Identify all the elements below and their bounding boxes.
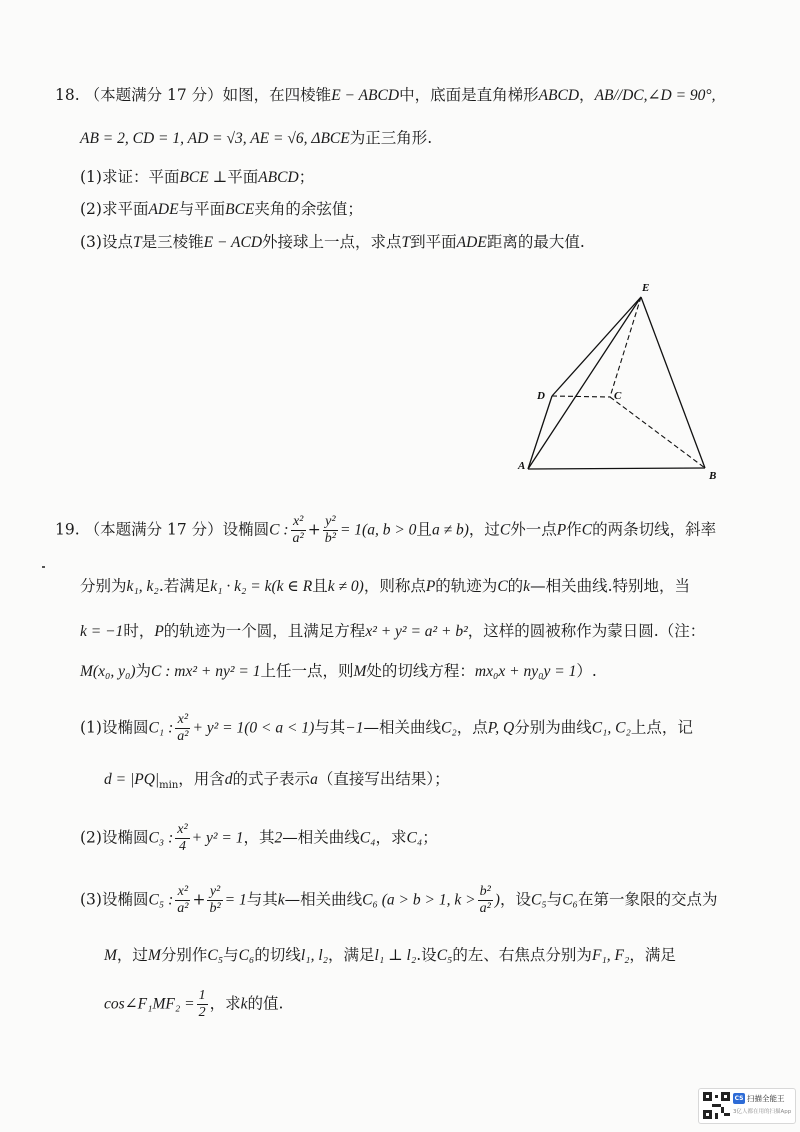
q19-p2-text: (2)设椭圆	[80, 828, 149, 847]
fraction-num: b²	[479, 884, 491, 899]
fraction-num: x²	[175, 712, 190, 729]
q19-p3-eq: C₆ (a > b > 1, k >	[362, 891, 476, 909]
q19-var: k	[523, 578, 531, 595]
q19-eq: mx₀x + ny₀y = 1	[474, 663, 577, 680]
fraction-den: a²	[292, 531, 304, 546]
q19-var: C	[499, 521, 511, 539]
q19-p2-var: C₃ :	[148, 829, 174, 847]
q19-eq: M(x₀, y₀)	[80, 663, 136, 680]
q19-text: 外一点	[510, 520, 557, 539]
fraction-num: y²	[207, 884, 222, 901]
q19-p2-text: ，求	[375, 828, 407, 847]
q19-p3-var: C₅ :	[148, 891, 174, 909]
fraction-den: b²	[209, 901, 221, 916]
edge-EB	[641, 297, 705, 468]
badge-app-name: 扫描全能王	[747, 1094, 785, 1103]
q19-text: 上任一点，则	[260, 662, 354, 680]
q19-p3-text: 与其	[246, 890, 278, 909]
q19-part-1	[80, 712, 693, 745]
fraction	[175, 884, 190, 917]
q19-p3-text: 的左、右焦点分别为	[452, 946, 592, 964]
fraction-num: x²	[291, 514, 306, 531]
q19-line-4	[80, 662, 597, 682]
q19-p3-var: C₅	[207, 947, 224, 964]
q18-p3-text: 外接球上一点，求点	[262, 233, 402, 251]
q18-p3-text: 是三棱锥	[141, 233, 204, 251]
q18-p2-text: (2)求平面	[80, 200, 149, 218]
q19-p3-text: ，过	[116, 946, 148, 964]
q19-eq: k ≠ 0)	[327, 578, 364, 595]
q19-p1-text: (1)设椭圆	[80, 718, 149, 737]
q19-p3-text: 的值.	[247, 994, 284, 1013]
fraction	[175, 712, 190, 745]
q19-p1-text: 上点，记	[630, 718, 693, 737]
q19-line-3	[80, 622, 705, 642]
q18-pyramid-name: E − ABCD	[331, 87, 400, 104]
q18-p2-text: 与平面	[178, 200, 226, 218]
fraction	[197, 988, 208, 1021]
label-A: A	[518, 460, 526, 472]
q19-text: ，这样的圆被称作为蒙日圆.（注：	[467, 622, 706, 640]
q19-p3-var: M	[104, 947, 117, 964]
label-E: E	[642, 282, 650, 294]
label-B: B	[709, 470, 717, 482]
q19-text: 的轨迹为	[435, 577, 498, 595]
q19-p3-text: ，求	[209, 994, 241, 1013]
q19-p3-text: 的切线	[254, 946, 301, 964]
fraction-den: a²	[479, 901, 491, 916]
fraction-den: b²	[324, 531, 336, 546]
q19-var: C	[581, 521, 593, 539]
q18-number: 18.	[55, 86, 80, 104]
q19-text: —相关曲线.特别地，当	[530, 577, 690, 595]
q18-p3-point: T	[401, 234, 411, 251]
q19-p1-var: C₁ :	[148, 719, 174, 737]
q19-p3-text: ，满足	[629, 946, 676, 964]
q19-var: C	[497, 578, 508, 595]
fraction	[478, 884, 493, 917]
edge-EC	[610, 297, 641, 397]
q19-p2-eq: + y² = 1	[191, 829, 244, 847]
q18-line-1	[55, 86, 715, 106]
q18-p1-plane: BCE ⊥	[179, 169, 228, 186]
q18-p3-text: (3)设点	[80, 233, 133, 251]
q19-p1-sub: min	[159, 780, 179, 792]
fraction	[175, 822, 189, 855]
q19-p1-eq: d = |PQ|	[104, 771, 160, 788]
q19-p3-eq: )	[494, 891, 500, 909]
q19-header: （本题满分 17 分）设椭圆	[84, 520, 270, 539]
q19-p1-var: C₂	[441, 719, 457, 737]
q19-text: 作	[566, 520, 582, 539]
q19-eq: x² + y² = a² + b²	[365, 623, 468, 640]
q18-base-name: ABCD	[538, 87, 580, 104]
q19-p3-var: C₅	[436, 947, 453, 964]
q19-p1-text: （直接写出结果）；	[317, 770, 450, 788]
q19-number: 19.	[55, 520, 80, 539]
q19-text: 为	[135, 662, 152, 680]
q19-p1-var: a	[310, 771, 318, 788]
q19-text: ，则称点	[363, 577, 426, 595]
q19-p3-text: ，满足	[328, 946, 375, 964]
camscanner-logo-icon: CS	[734, 1095, 744, 1102]
q19-line-2	[80, 577, 690, 597]
q19-text: ）.	[576, 662, 597, 680]
label-D: D	[537, 390, 545, 402]
q19-part-3: (3)设椭圆C₅ : $\frac{\text{x²}}{\text{a²}}$ + $\frac{\text{y²}}{\text{b²}}$ = 1与其k—相关曲线C₆ (a > b > 1, k > $\frac{\text{b²}}{\text{a²}}$ )，设C₅与C₆在第一象限的交点为	[80, 884, 718, 916]
q19-text: 的两条切线，斜率	[592, 520, 717, 539]
scan-speck	[42, 566, 45, 568]
q19-p3-var: k	[240, 995, 248, 1013]
fraction-num: x²	[177, 822, 188, 837]
q19-p1-var: P, Q	[487, 719, 515, 737]
q19-p3-text: 与	[223, 946, 239, 964]
q19-p3-var: C₅	[530, 891, 547, 909]
qr-code-icon	[703, 1092, 730, 1119]
q19-p2-text: —相关曲线	[282, 828, 360, 847]
q19-part-2	[80, 822, 438, 855]
q18-p3-point: T	[132, 234, 142, 251]
q18-part-1	[80, 168, 314, 188]
q18-part-3	[80, 233, 585, 253]
q19-eq: k₁ · k₂ = k(k ∈ R	[210, 578, 313, 595]
q19-eq: a ≠ b)	[431, 521, 469, 539]
q19-p3-var: C₆	[562, 891, 578, 909]
scanner-watermark	[698, 1088, 796, 1124]
edge-EA	[528, 297, 641, 469]
q19-text: 且	[416, 520, 432, 539]
q19-p3-eq: cos∠F₁MF₂ =	[104, 995, 195, 1013]
q19-p2-text: ，其	[243, 828, 275, 847]
q19-p3-text: .设	[416, 946, 437, 964]
fraction-num: x²	[175, 884, 190, 901]
q19-var: k₁, k₂	[126, 578, 159, 595]
q19-p1-text: —相关曲线	[363, 718, 442, 737]
q19-part-1b	[104, 770, 450, 792]
fraction-den: 2	[198, 1005, 206, 1020]
edge-CB	[610, 397, 705, 468]
q18-parallel-cond: AB//DC,∠D = 90°,	[594, 87, 716, 104]
q19-text: .若满足	[158, 577, 211, 595]
q19-p3-text: 在第一象限的交点为	[577, 890, 718, 909]
q19-p1-text: 与其	[314, 718, 346, 737]
q19-part-3b	[104, 946, 676, 966]
edge-AD	[528, 396, 552, 469]
q19-p3-text: ，设	[499, 890, 531, 909]
fraction-den: a²	[177, 729, 189, 744]
q19-text: 时，	[123, 622, 155, 640]
q19-p3-text: (3)设椭圆	[80, 890, 149, 909]
q19-text: 且	[312, 577, 328, 595]
fraction	[207, 884, 222, 917]
q18-p3-text: 到平面	[410, 233, 457, 251]
fraction-num: 1	[198, 988, 206, 1003]
fraction-den: 4	[178, 839, 186, 854]
q19-p3-text: —相关曲线	[284, 890, 363, 909]
q19-ellipse-name: C :	[269, 521, 289, 539]
q19-var: P	[425, 578, 436, 595]
q19-p3-eq: l₁ ⊥ l₂	[374, 947, 417, 964]
q19-p3-var: k	[277, 891, 285, 909]
q19-p3-text: 与	[546, 890, 563, 909]
q19-eq: C : mx² + ny² = 1	[151, 663, 261, 680]
q18-p2-text: 夹角的余弦值；	[254, 200, 363, 218]
q19-p3-var: C₆	[238, 947, 255, 964]
q19-p1-text: 的式子表示	[232, 770, 311, 788]
q18-line-2	[80, 129, 432, 149]
label-C: C	[614, 390, 622, 402]
fraction-den: a²	[177, 901, 189, 916]
q18-given-tail: 为正三角形.	[349, 129, 433, 147]
fraction	[323, 514, 338, 547]
q18-p1-plane: ABCD	[258, 169, 299, 186]
q18-header: （本题满分 17 分）如图，在四棱锥	[84, 86, 332, 104]
q19-text: ，过	[468, 520, 500, 539]
q19-p3-var: F₁, F₂	[591, 947, 630, 964]
q19-p2-var: C₄	[359, 829, 376, 847]
q19-p3-eq: = 1	[224, 891, 247, 909]
pyramid-figure	[510, 278, 730, 488]
q18-p3-text: 距离的最大值.	[486, 233, 585, 251]
q18-part-2	[80, 200, 363, 220]
q19-p1-var: d	[224, 771, 233, 788]
edge-ED	[552, 297, 641, 396]
q19-text: 分别为	[80, 577, 127, 595]
q18-p3-solid: E − ACD	[203, 234, 263, 251]
q19-p2-text: ；	[422, 828, 438, 847]
q19-text: 的轨迹为一个圆，且满足方程	[163, 622, 366, 640]
edge-AB	[528, 468, 705, 469]
fraction-num: y²	[323, 514, 338, 531]
q18-p1-text: 平面	[227, 168, 259, 186]
q18-p3-plane: ADE	[456, 234, 487, 251]
q19-part-3c	[104, 988, 283, 1021]
q19-p1-text: 分别为曲线	[514, 718, 592, 737]
q19-p1-var: C₁, C₂	[591, 719, 631, 737]
q18-p2-plane: ADE	[148, 201, 179, 218]
q18-given: AB = 2, CD = 1, AD = √3, AE = √6, ΔBCE	[80, 130, 350, 147]
q18-p1-text: ；	[298, 168, 315, 186]
q19-p1-eq: + y² = 1(0 < a < 1)	[192, 719, 315, 737]
q19-var: P	[556, 521, 567, 539]
q18-p1-text: (1)求证：平面	[80, 168, 180, 186]
edge-DC	[552, 396, 610, 397]
q19-eq: = 1(a, b > 0	[339, 521, 417, 539]
q19-text: 的	[507, 577, 524, 595]
q19-var: P	[154, 623, 164, 640]
q19-p1-text: ，点	[456, 718, 488, 737]
q19-line-1: 19. （本题满分 17 分）设椭圆C : $\frac{\text{x²}}{\text{a²}}$ + $\frac{\text{y²}}{\text{b²}}$ = 1(a, b > 0且a ≠ b)，过C外一点P作C的两条切线，斜率	[55, 514, 717, 546]
q19-p1-var: −1	[345, 719, 364, 737]
q19-p3-var: l₁, l₂	[300, 947, 329, 964]
q19-p3-text: 分别作	[160, 946, 208, 964]
q19-p2-var: C₄	[406, 829, 423, 847]
q18-comma: ，	[579, 86, 595, 104]
fraction	[291, 514, 306, 547]
q19-var: M	[353, 663, 367, 680]
q19-text: 处的切线方程：	[366, 662, 475, 680]
q19-p2-var: 2	[274, 829, 283, 847]
q19-eq: k = −1	[80, 623, 124, 640]
q19-p1-text: ，用含	[178, 770, 225, 788]
q18-p2-plane: BCE	[225, 201, 255, 218]
badge-tagline: 3亿人都在用的扫描App	[733, 1109, 792, 1115]
q19-p3-var: M	[147, 947, 161, 964]
q18-text: 中，底面是直角梯形	[399, 86, 539, 104]
